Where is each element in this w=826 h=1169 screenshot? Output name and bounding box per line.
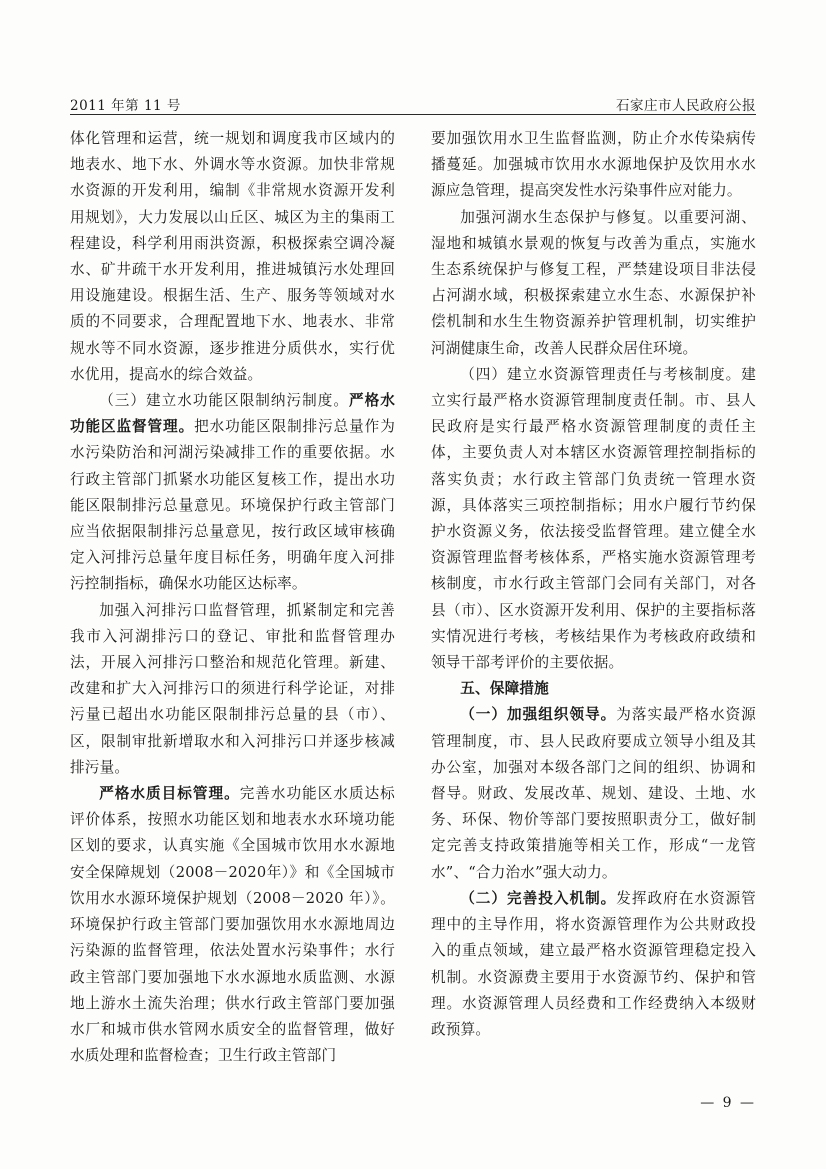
paragraph: （二）完善投入机制。发挥政府在水资源管理中的主导作用，将水资源管理作为公共财政投入的重点领域，建立最严格水资源管理稳定投入机制。水资源费主要用于水资源节约、保护和管理。水资源管理人员经费和工作经费纳入本级财政预算。 xyxy=(431,889,756,1038)
page-header xyxy=(70,88,756,114)
two-column-body xyxy=(70,126,756,1077)
header-divider xyxy=(70,114,756,115)
paragraph: （一）加强组织领导。为落实最严格水资源管理制度，市、县人民政府要成立领导小组及其办公室，加强对本级各部门之间的组织、协调和督导。财政、发展改革、规划、建设、土地、水务、环保、物价等部门要按照职责分工，做好制定完善支持政策措施等相关工作，形成“一龙管水”、“合力治水”强大动力。 xyxy=(431,706,756,881)
right-column xyxy=(431,126,756,1077)
paragraph: 加强入河排污口监督管理，抓紧制定和完善我市入河湖排污口的登记、审批和监督管理办法，开展入河排污口整治和规范化管理。新建、改建和扩大入河排污口的须进行科学论证，对排污量已超出水功能区限制排污总量的县（市）、区，限制审批新增取水和入河排污口并逐步核减排污量。 xyxy=(70,601,395,776)
paragraph: 体化管理和运营，统一规划和调度我市区域内的地表水、地下水、外调水等水资源。加快非常规水资源的开发利用，编制《非常规水资源开发利用规划》，大力发展以山丘区、城区为主的集雨工程建设，科学利用雨洪资源，积极探索空调冷凝水、矿井疏干水开发利用，推进城镇污水处理回用设施建设。根据生活、生产、服务等领域对水质的不同要求，合理配置地下水、地表水、非常规水等不同水资源，逐步推进分质供水，实行优水优用，提高水的综合效益。 xyxy=(70,130,395,383)
header-publication-title: 石家庄市人民政府公报 xyxy=(616,98,756,114)
header-issue-label: 2011 年第 11 号 xyxy=(70,98,181,114)
left-column xyxy=(70,126,395,1077)
paragraph: （四）建立水资源管理责任与考核制度。建立实行最严格水资源管理制度责任制。市、县人民政府是实行最严格水资源管理制度的责任主体，主要负责人对本辖区水资源管理控制指标的落实负责；水行政主管部门负责统一管理水资源，具体落实三项控制指标；用水户履行节约保护水资源义务，依法接受监督管理。建立健全水资源管理监督考核体系，严格实施水资源管理考核制度，市水行政主管部门会同有关部门，对各县（市）、区水资源开发利用、保护的主要指标落实情况进行考核，考核结果作为考核政府政绩和领导干部考评价的主要依据。 xyxy=(431,365,756,672)
paragraph: 严格水质目标管理。完善水功能区水质达标评价体系，按照水功能区划和地表水水环境功能区划的要求，认真实施《全国城市饮用水水源地安全保障规划（2008－2020年）》和《全国城市饮用水水源环境保护规划（2008－2020 年）》。环境保护行政主管部门要加强饮用水水源地周边污染源的监督管理，依法处置水污染事件；水行政主管部门要加强地下水水源地水质监测、水源地上游水土流失治理；供水行政主管部门要加强水厂和城市供水管网水质安全的监督管理，做好水质处理和监督检查；卫生行政主管部门 xyxy=(70,785,395,1065)
paragraph: （三）建立水功能区限制纳污制度。严格水功能区监督管理。把水功能区限制排污总量作为水污染防治和河湖污染减排工作的重要依据。水行政主管部门抓紧水功能区复核工作，提出水功能区限制排污总量意见。环境保护行政主管部门应当依据限制排污总量意见，按行政区域审核确定入河排污总量年度目标任务，明确年度入河排污控制指标，确保水功能区达标率。 xyxy=(70,392,396,593)
paragraph: 加强河湖水生态保护与修复。以重要河湖、湿地和城镇水景观的恢复与改善为重点，实施水生态系统保护与修复工程，严禁建设项目非法侵占河湖水域，积极探索建立水生态、水源保护补偿机制和水生生物资源养护管理机制，切实维护河湖健康生命，改善人民群众居住环境。 xyxy=(431,208,756,357)
page-number: — 9 — xyxy=(700,1095,756,1111)
section-heading: 五、保障措施 xyxy=(460,680,549,698)
paragraph: 要加强饮用水卫生监督监测，防止介水传染病传播蔓延。加强城市饮用水水源地保护及饮用水水源应急管理，提高突发性水污染事件应对能力。 xyxy=(431,130,756,200)
